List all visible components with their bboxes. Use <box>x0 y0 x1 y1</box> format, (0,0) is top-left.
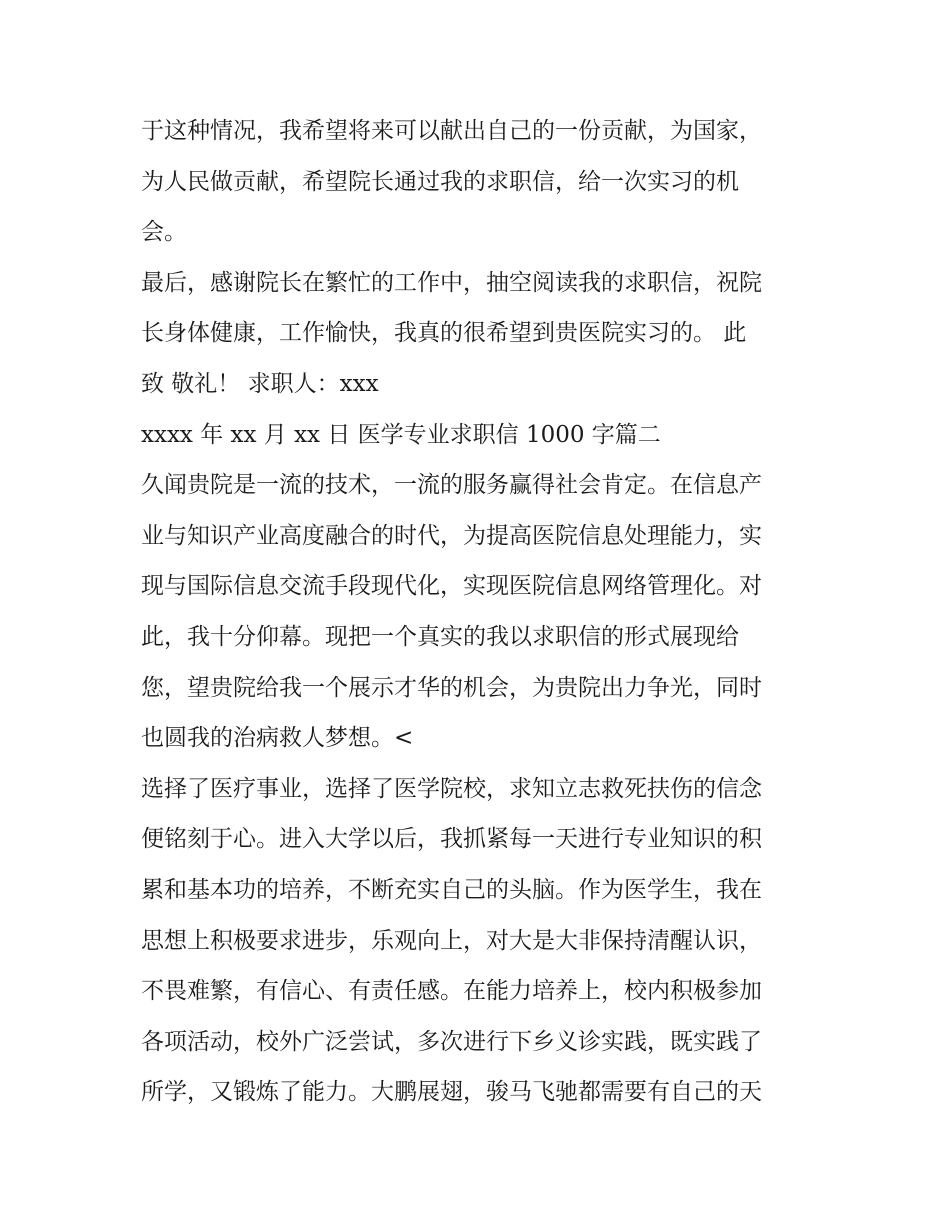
text-line: 最后，感谢院长在繁忙的工作中，抽空阅读我的求职信，祝院 <box>141 269 762 296</box>
text-line: 便铭刻于心。进入大学以后，我抓紧每一天进行专业知识的积 <box>141 826 762 853</box>
body-text <box>141 106 821 1118</box>
text-line: 于这种情况，我希望将来可以献出自己的一份贡献，为国家， <box>141 118 762 144</box>
text-line: 长身体健康，工作愉快，我真的很希望到贵医院实习的。 此 <box>141 320 747 347</box>
text-line: 您，望贵院给我一个展示才华的机会，为贵院出力争光，同时 <box>141 674 762 701</box>
text-line: 也圆我的治病救人梦想。< <box>141 725 414 752</box>
text-line: 不畏难繁，有信心、有责任感。在能力培养上，校内积极参加 <box>141 978 762 1005</box>
text-line: 所学，又锻炼了能力。大鹏展翅，骏马飞驰都需要有自己的天 <box>141 1079 762 1106</box>
text-line: 现与国际信息交流手段现代化，实现医院信息网络管理化。对 <box>141 573 762 600</box>
text-line: 致 敬礼！ 求职人：xxx <box>141 370 379 397</box>
text-line: 为人民做贡献，希望院长通过我的求职信，给一次实习的机 <box>141 168 739 195</box>
text-line: 选择了医疗事业，选择了医学院校，求知立志救死扶伤的信念 <box>141 775 762 802</box>
text-line: 会。 <box>141 219 187 246</box>
text-line: 累和基本功的培养，不断充实自己的头脑。作为医学生，我在 <box>141 876 762 903</box>
text-line: 业与知识产业高度融合的时代，为提高医院信息处理能力，实 <box>141 522 762 549</box>
text-line: 各项活动，校外广泛尝试，多次进行下乡义诊实践，既实践了 <box>141 1028 762 1055</box>
text-line: 此，我十分仰幕。现把一个真实的我以求职信的形式展现给 <box>141 623 739 650</box>
text-line: 久闻贵院是一流的技术，一流的服务赢得社会肯定。在信息产 <box>141 472 762 499</box>
text-line: 思想上积极要求进步，乐观向上，对大是大非保持清醒认识， <box>141 927 762 954</box>
section-heading: xxxx 年 xx 月 xx 日 医学专业求职信 1000 字篇二 <box>141 421 661 448</box>
